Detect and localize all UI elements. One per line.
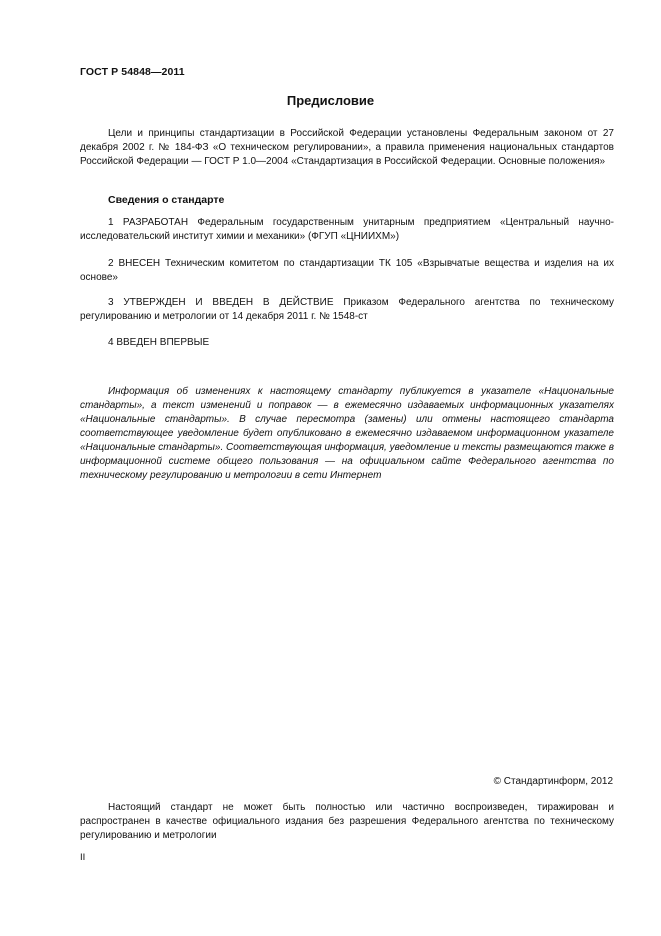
item-developed: 1 РАЗРАБОТАН Федеральным государственным унитарным предприятием «Центральный научно-исследовательский институт химии и механики» (ФГУП «ЦНИИХМ») xyxy=(80,217,614,242)
info-notice: Информация об изменениях к настоящему стандарту публикуется в указателе «Национальные стандарты», а текст изменений и поправок — в ежемесячно издаваемых информационных указателях «Национальные стандарты». В случае пересмотра (замены) или отмены настоящего стандарта соответствующее уведомление будет опубликовано в ежемесячно издаваемом информационном указателе «Национальные стандарты». Соответствующая информация, уведомление и тексты размещаются также в информационной системе общего пользования — на официальном сайте Федерального агентства по техническому регулированию и метрологии в сети Интернет xyxy=(80,386,614,481)
page-title: Предисловие xyxy=(286,93,375,108)
item-first-introduced: 4 ВВЕДЕН ВПЕРВЫЕ xyxy=(108,337,210,348)
document-code: ГОСТ Р 54848—2011 xyxy=(80,66,185,78)
section-subheading: Сведения о стандарте xyxy=(108,194,225,206)
item-approved: 3 УТВЕРЖДЕН И ВВЕДЕН В ДЕЙСТВИЕ Приказом Федерального агентства по техническому регулированию и метрологии от 14 декабря 2011 г. № 1548-ст xyxy=(80,297,614,322)
item-submitted: 2 ВНЕСЕН Техническим комитетом по стандартизации ТК 105 «Взрывчатые вещества и изделия на их основе» xyxy=(80,258,614,283)
intro-paragraph: Цели и принципы стандартизации в Российской Федерации установлены Федеральным законом от 27 декабря 2002 г. № 184-ФЗ «О техническом регулировании», а правила применения национальных стандартов Российской Федерации — ГОСТ Р 1.0—2004 «Стандартизация в Российской Федерации. Основные положения» xyxy=(80,128,614,167)
reproduction-notice: Настоящий стандарт не может быть полностью или частично воспроизведен, тиражирован и распространен в качестве официального издания без разрешения Федерального агентства по техническому регулированию и метрологии xyxy=(80,802,614,841)
copyright-line: © Стандартинформ, 2012 xyxy=(493,776,613,787)
page-number: II xyxy=(80,852,86,863)
